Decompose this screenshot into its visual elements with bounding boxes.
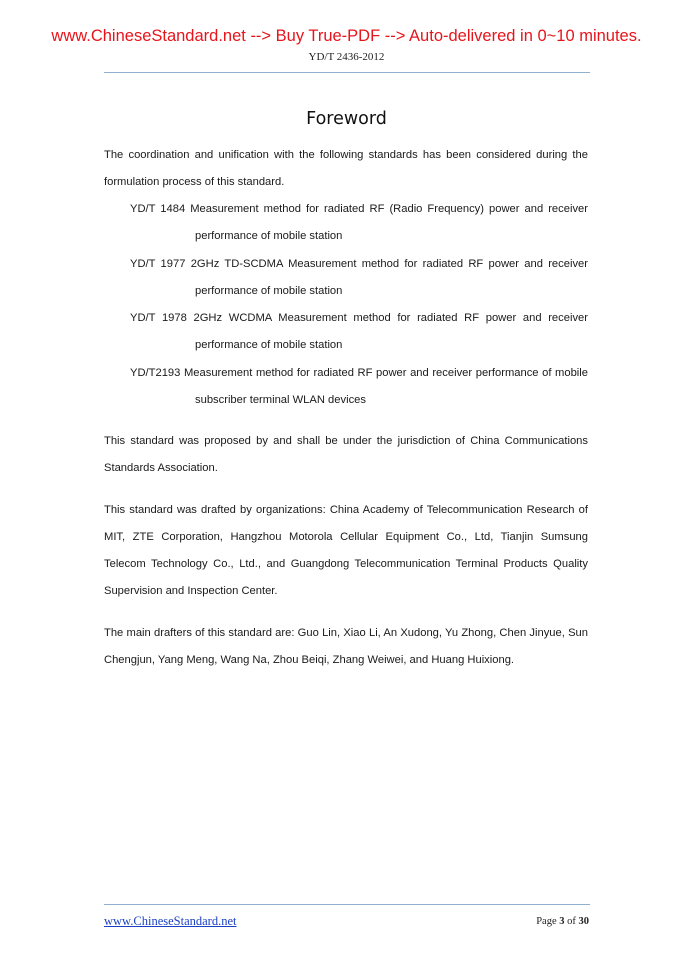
page-number [536, 916, 589, 927]
page-label: Page [536, 916, 557, 927]
header-doc-code: YD/T 2436-2012 [308, 51, 385, 63]
footer-divider [104, 904, 590, 905]
drafters-paragraph: The main drafters of this standard are: Guo Lin, Xiao Li, An Xudong, Yu Zhong, Chen Jinyue, Sun Chengjun, Yang Meng, Wang Na, Zhou Beiqi, Zhang Weiwei, and Huang Huixiong. [104, 627, 588, 666]
page-total: 30 [578, 916, 589, 927]
reference-item: YD/T 1977 2GHz TD-SCDMA Measurement method for radiated RF power and receiver performance of mobile station [130, 257, 588, 297]
page-of: of [567, 916, 576, 927]
promo-banner[interactable]: www.ChineseStandard.net --> Buy True-PDF --> Auto-delivered in 0~10 minutes. [51, 27, 642, 45]
reference-list [130, 196, 588, 414]
reference-item: YD/T 1978 2GHz WCDMA Measurement method for radiated RF power and receiver performance of mobile station [130, 312, 588, 352]
proposed-paragraph: This standard was proposed by and shall be under the jurisdiction of China Communications Standards Association. [104, 435, 588, 474]
intro-paragraph: The coordination and unification with the following standards has been considered during the formulation process of this standard. [104, 149, 588, 188]
drafted-paragraph: This standard was drafted by organizations: China Academy of Telecommunication Research of MIT, ZTE Corporation, Hangzhou Motorola Cellular Equipment Co., Ltd, Tianjin Sumsung Telecom Technology Co., Ltd., and Guangdong Telecommunication Terminal Products Quality Supervision and Inspection Center. [104, 504, 588, 597]
page-title: Foreword [306, 109, 387, 129]
footer-website-link[interactable]: www.ChineseStandard.net [104, 914, 237, 928]
reference-item: YD/T2193 Measurement method for radiated RF power and receiver performance of mobile subscriber terminal WLAN devices [130, 366, 588, 407]
header-divider [104, 72, 590, 73]
page-current: 3 [559, 916, 565, 927]
reference-item: YD/T 1484 Measurement method for radiated RF (Radio Frequency) power and receiver performance of mobile station [130, 203, 588, 243]
